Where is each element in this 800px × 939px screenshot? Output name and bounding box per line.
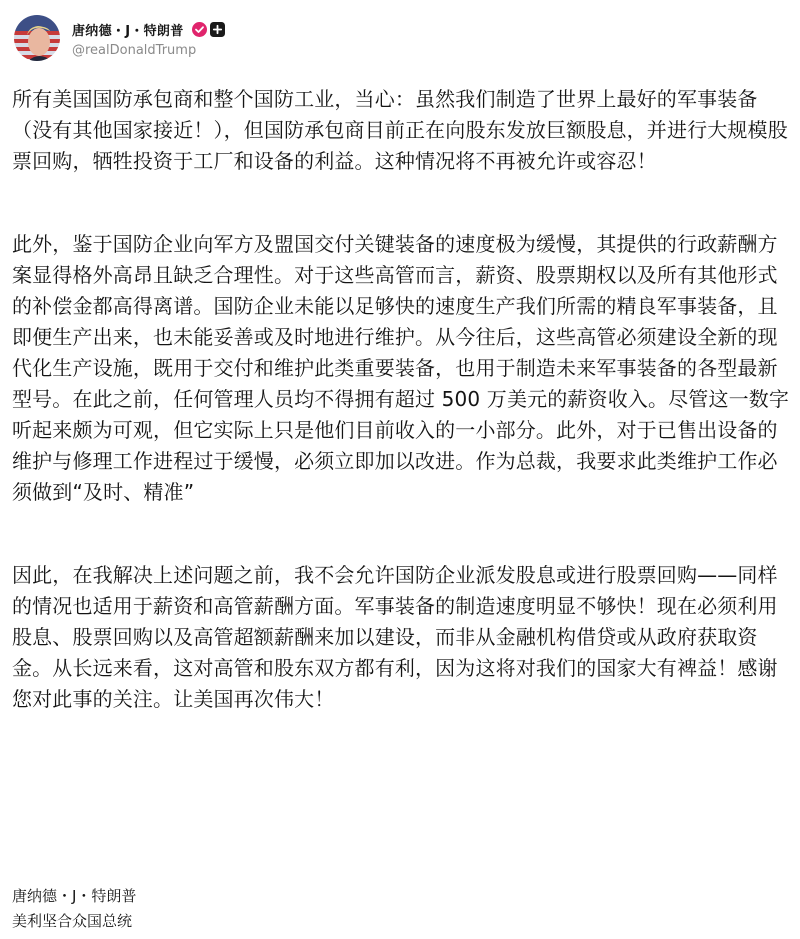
signature-title: 美利坚合众国总统 (12, 912, 133, 930)
post-paragraph-1: 所有美国国防承包商和整个国防工业，当心：虽然我们制造了世界上最好的军事装备（没有其他国家接近！），但国防承包商目前正在向股东发放巨额股息，并进行大规模股票回购，牺牲投资于工厂和设备的利益。这种情况将不再被允许或容忍！ (12, 87, 788, 173)
post-paragraph-2: 此外，鉴于国防企业向军方及盟国交付关键装备的速度极为缓慢，其提供的行政薪酬方案显得格外高昂且缺乏合理性。对于这些高管而言，薪资、股票期权以及所有其他形式的补偿金都高得离谱。国防企业未能以足够快的速度生产我们所需的精良军事装备，且即便生产出来，也未能妥善或及时地进行维护。从今往后，这些高管必须建设全新的现代化生产设施，既用于交付和维护此类重要装备，也用于制造未来军事装备的各型最新型号。在此之前，任何管理人员均不得拥有超过 500 万美元的薪资收入。尽管这一数字听起来颇为可观，但它实际上只是他们目前收入的一小部分。此外，对于已售出设备的维护与修理工作进程过于缓慢，必须立即加以改进。作为总裁，我要求此类维护工作必须做到“及时、精准” (12, 232, 790, 504)
author-display-name[interactable]: 唐纳德・J・特朗普 (72, 23, 184, 39)
author-handle[interactable]: @realDonaldTrump (72, 43, 197, 58)
post-paragraph-3: 因此，在我解决上述问题之前，我不会允许国防企业派发股息或进行股票回购——同样的情况也适用于薪资和高管薪酬方面。军事装备的制造速度明显不够快！现在必须利用股息、股票回购以及高管超额薪酬来加以建设，而非从金融机构借贷或从政府获取资金。从长远来看，这对高管和股东双方都有利，因为这将对我们的国家大有裨益！感谢您对此事的关注。让美国再次伟大！ (12, 563, 778, 711)
plus-icon[interactable] (210, 22, 225, 37)
author-identity (72, 18, 225, 58)
post-body (12, 84, 792, 715)
signature-name: 唐纳德・J・特朗普 (12, 887, 137, 905)
avatar[interactable] (14, 15, 60, 61)
post-header (14, 12, 225, 64)
signature (12, 884, 136, 934)
author-name-row (72, 18, 225, 40)
verified-badge-icon (192, 22, 207, 37)
